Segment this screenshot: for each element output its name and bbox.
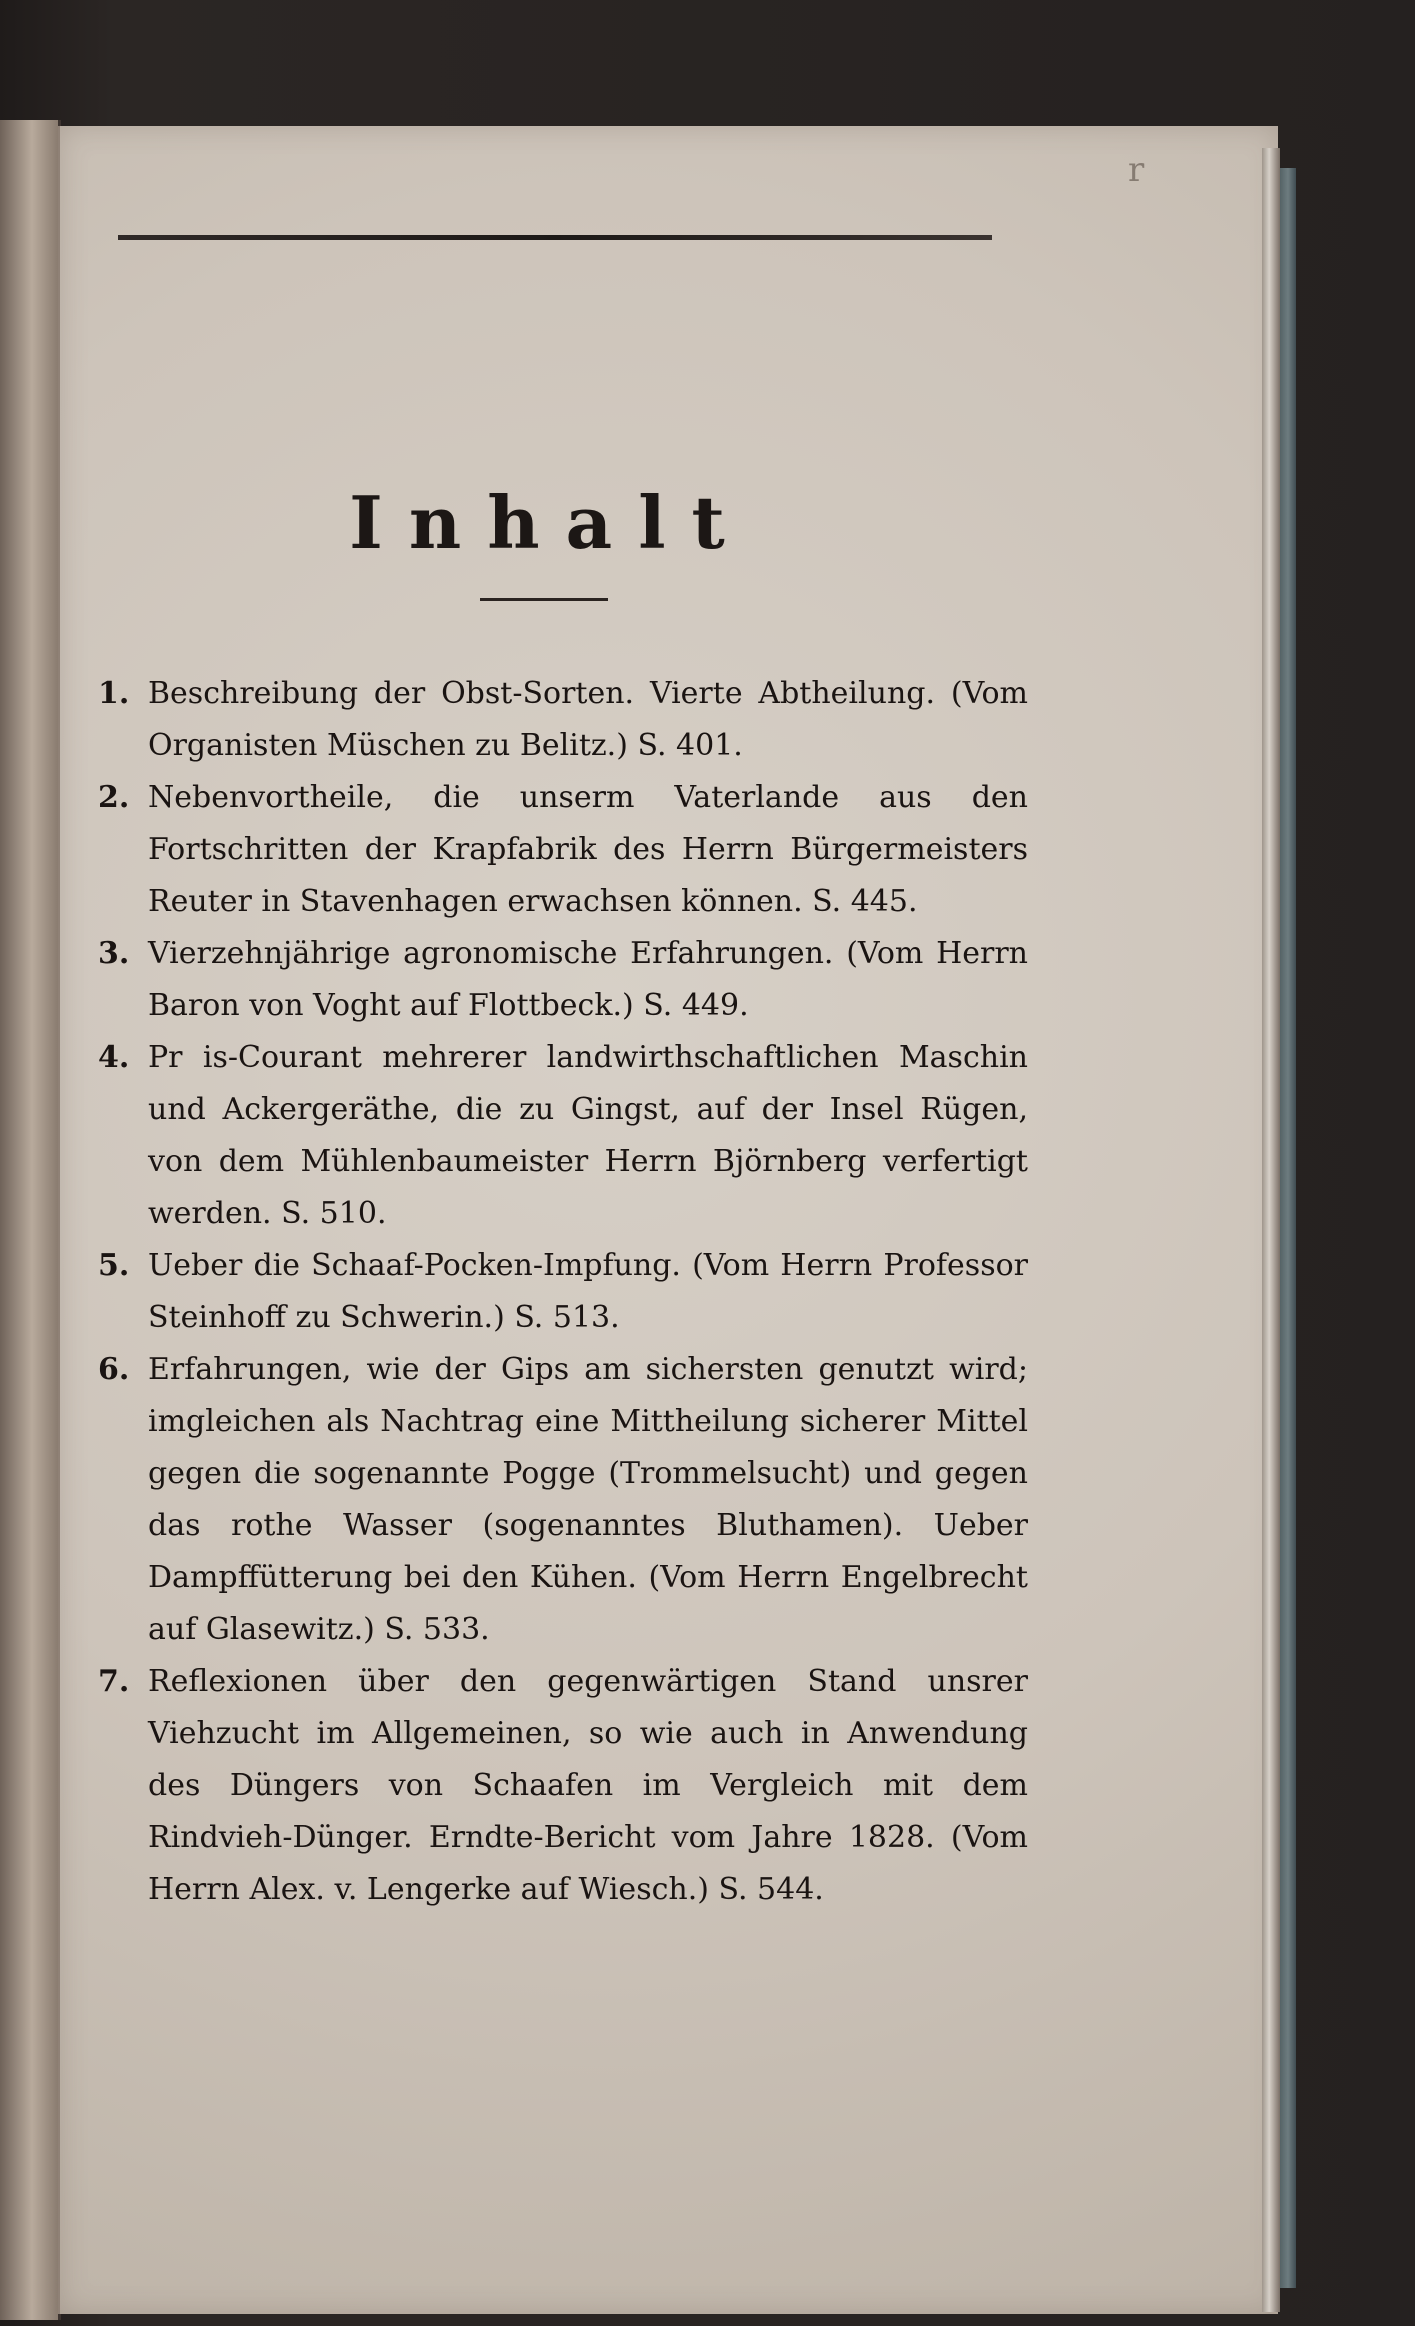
toc-text-4: Pr is-Courant mehrerer landwirthschaftlichen Maschin und Ackergeräthe, die zu Gingst, auf der Insel Rügen, von dem Mühlenbaumeister Herrn Björnberg verfertigt werden. S. 510. — [148, 1040, 1028, 1231]
page-title: Inhalt — [349, 480, 751, 565]
toc-entry-4 — [98, 1032, 1028, 1240]
top-rule — [118, 235, 992, 240]
toc-text-3: Vierzehnjährige agronomische Erfahrungen. (Vom Herrn Baron von Voght auf Flottbeck.) S. 449. — [148, 936, 1028, 1023]
toc-number-3: 3. — [98, 936, 130, 971]
toc-entry-3 — [98, 928, 1028, 1032]
toc-entry-5 — [98, 1240, 1028, 1344]
stray-mark-top: r — [1128, 150, 1145, 190]
book-right-side — [1280, 168, 1296, 2288]
toc-text-5: Ueber die Schaaf-Pocken-Impfung. (Vom Herrn Professor Steinhoff zu Schwerin.) S. 513. — [148, 1248, 1028, 1335]
toc-text-2: Nebenvortheile, die unserm Vaterlande aus den Fortschritten der Krapfabrik des Herrn Bürgermeisters Reuter in Stavenhagen erwachsen können. S. 445. — [148, 780, 1028, 919]
toc-number-1: 1. — [98, 676, 130, 711]
toc-entry-6 — [98, 1344, 1028, 1656]
toc-number-7: 7. — [98, 1664, 130, 1699]
toc-number-5: 5. — [98, 1248, 130, 1283]
toc-text-1: Beschreibung der Obst-Sorten. Vierte Abtheilung. (Vom Organisten Müschen zu Belitz.) S. 401. — [148, 676, 1028, 763]
toc-entry-2 — [98, 772, 1028, 928]
page-right-edge — [1262, 148, 1280, 2312]
left-page-edge — [0, 120, 61, 2320]
toc-text-7: Reflexionen über den gegenwärtigen Stand unsrer Viehzucht im Allgemeinen, so wie auch in Anwendung des Düngers von Schaafen im Vergleich mit dem Rindvieh-Dünger. Erndte-Bericht vom Jahre 1828. (Vom Herrn Alex. v. Lengerke auf Wiesch.) S. 544. — [148, 1664, 1028, 1907]
toc-number-6: 6. — [98, 1352, 130, 1387]
toc-entry-1 — [98, 668, 1028, 772]
toc-number-2: 2. — [98, 780, 130, 815]
toc-text-6: Erfahrungen, wie der Gips am sichersten genutzt wird; imgleichen als Nachtrag eine Mittheilung sicherer Mittel gegen die sogenannte Pogge (Trommelsucht) und gegen das rothe Wasser (sogenanntes Bluthamen). Ueber Dampffütterung bei den Kühen. (Vom Herrn Engelbrecht auf Glasewitz.) S. 533. — [148, 1352, 1028, 1647]
title-rule — [480, 598, 608, 601]
table-of-contents — [98, 668, 1028, 1916]
toc-number-4: 4. — [98, 1040, 130, 1075]
toc-entry-7 — [98, 1656, 1028, 1916]
